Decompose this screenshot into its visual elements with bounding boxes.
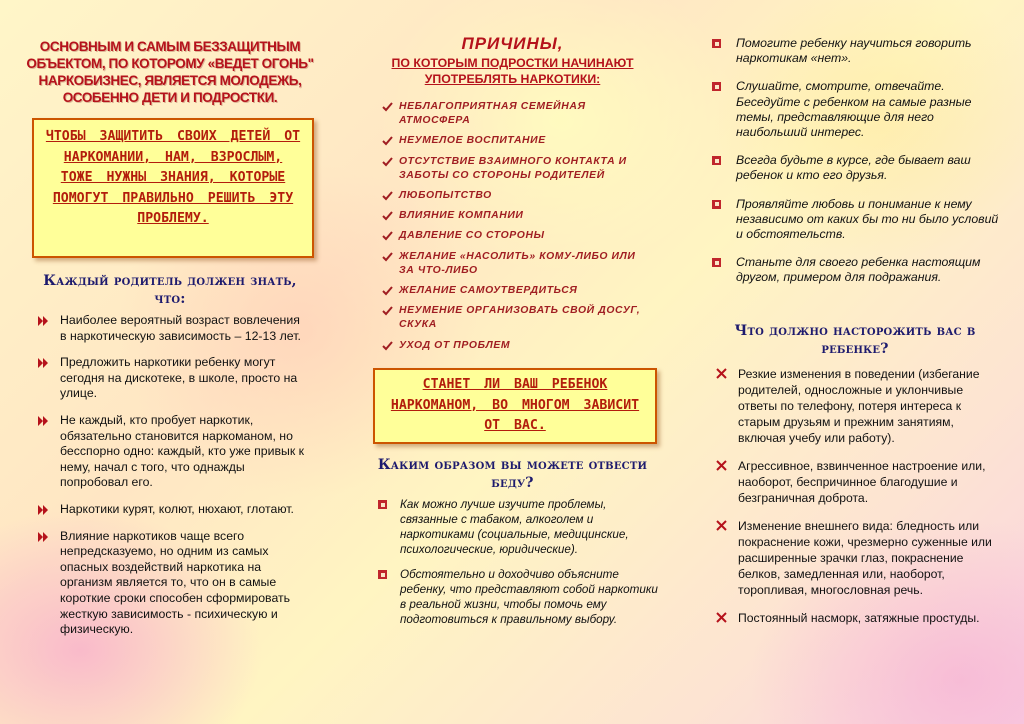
- cross-icon: [716, 612, 727, 623]
- parent-facts-list: [38, 313, 308, 649]
- check-icon: [382, 285, 393, 296]
- list-item: Влияние наркотиков чаще всего непредсказуемо, но одним из самых опасных воздействий наркотика на организм является то, что он в самые короткие сроки способен сформировать жесткую зависимость - психическую и физическую.: [38, 529, 308, 638]
- list-item: Наиболее вероятный возраст вовлечения в наркотическую зависимость – 12-13 лет.: [38, 313, 308, 344]
- check-icon: [382, 135, 393, 146]
- list-item: Всегда будьте в курсе, где бывает ваш ребенок и кто его друзья.: [712, 153, 1002, 183]
- check-icon: [382, 251, 393, 262]
- double-arrow-icon: [38, 505, 49, 515]
- list-item: ЖЕЛАНИЕ САМОУТВЕРДИТЬСЯ: [382, 284, 650, 298]
- check-icon: [382, 101, 393, 112]
- reasons-list: [382, 100, 650, 359]
- double-arrow-icon: [38, 316, 49, 326]
- parent-tips-list: [712, 36, 1002, 299]
- reasons-title: ПРИЧИНЫ,: [461, 34, 564, 53]
- check-icon: [382, 190, 393, 201]
- list-item: Слушайте, смотрите, отвечайте. Беседуйте с ребенком на самые разные темы, представляющие для него наибольший интерес.: [712, 79, 1002, 140]
- highlight-box-text: СТАНЕТ ЛИ ВАШ РЕБЕНОК НАРКОМАНОМ, ВО МНОГОМ ЗАВИСИТ ОТ ВАС.: [390, 377, 640, 433]
- highlight-box-depends: [373, 368, 657, 444]
- highlight-box-protect: [32, 118, 314, 258]
- list-item: Как можно лучше изучите проблемы, связанные с табаком, алкоголем и наркотиками (социальные, медицинские, психологические, юридические).: [378, 497, 660, 557]
- list-item: ОТСУТСТВИЕ ВЗАИМНОГО КОНТАКТА И ЗАБОТЫ СО СТОРОНЫ РОДИТЕЛЕЙ: [382, 155, 650, 183]
- list-item: Помогите ребенку научиться говорить наркотикам «нет».: [712, 36, 1002, 66]
- check-icon: [382, 156, 393, 167]
- list-item: НЕБЛАГОПРИЯТНАЯ СЕМЕЙНАЯ АТМОСФЕРА: [382, 100, 650, 128]
- check-icon: [382, 340, 393, 351]
- list-item: ДАВЛЕНИЕ СО СТОРОНЫ: [382, 229, 650, 243]
- list-item: Станьте для своего ребенка настоящим другом, примером для подражания.: [712, 255, 1002, 285]
- square-bullet-icon: [712, 156, 721, 165]
- list-item: НЕУМЕНИЕ ОРГАНИЗОВАТЬ СВОЙ ДОСУГ, СКУКА: [382, 304, 650, 332]
- list-item: Наркотики курят, колют, нюхают, глотают.: [38, 502, 308, 518]
- square-bullet-icon: [712, 258, 721, 267]
- double-arrow-icon: [38, 532, 49, 542]
- list-item: Предложить наркотики ребенку могут сегодня на дискотеке, в школе, просто на улице.: [38, 355, 308, 402]
- check-icon: [382, 305, 393, 316]
- reasons-subtitle: ПО КОТОРЫМ ПОДРОСТКИ НАЧИНАЮТ УПОТРЕБЛЯТЬ НАРКОТИКИ:: [391, 56, 634, 86]
- square-bullet-icon: [712, 39, 721, 48]
- list-item: ЛЮБОПЫТСТВО: [382, 189, 650, 203]
- list-item: Не каждый, кто пробует наркотик, обязательно становится наркоманом, но бесспорно одно: каждый, кто уже привык к нему, начал с того, что однажды попробовал его.: [38, 413, 308, 491]
- prevent-heading: Каким образом вы можете отвести беду?: [377, 457, 648, 491]
- list-item: ЖЕЛАНИЕ «НАСОЛИТЬ» КОМУ-ЛИБО ИЛИ ЗА ЧТО-ЛИБО: [382, 250, 650, 278]
- prevent-tips-list: [378, 497, 660, 637]
- list-item: Агрессивное, взвинченное настроение или, наоборот, беспричинное благодушие и безграничная доброта.: [716, 458, 1000, 506]
- square-bullet-icon: [712, 82, 721, 91]
- square-bullet-icon: [378, 500, 387, 509]
- cross-icon: [716, 460, 727, 471]
- list-item: ВЛИЯНИЕ КОМПАНИИ: [382, 209, 650, 223]
- list-item: Резкие изменения в поведении (избегание родителей, односложные и уклончивые ответы по телефону, потеря интереса к старым друзьям и прежним занятиям, включая учебу или работу).: [716, 366, 1000, 446]
- square-bullet-icon: [378, 570, 387, 579]
- check-icon: [382, 230, 393, 241]
- list-item: Постоянный насморк, затяжные простуды.: [716, 610, 1000, 626]
- warning-heading: Что должно насторожить вас в ребенке?: [734, 323, 976, 357]
- double-arrow-icon: [38, 416, 49, 426]
- list-item: Проявляйте любовь и понимание к нему независимо от каких бы то ни было условий и обстоятельств.: [712, 197, 1002, 243]
- intro-text: ОСНОВНЫМ И САМЫМ БЕЗЗАЩИТНЫМ ОБЪЕКТОМ, ПО КОТОРОМУ «ВЕДЕТ ОГОНЬ" НАРКОБИЗНЕС, ЯВЛЯЕТСЯ МОЛОДЕЖЬ, ОСОБЕННО ДЕТИ И ПОДРОСТКИ.: [26, 39, 314, 105]
- cross-icon: [716, 368, 727, 379]
- parent-heading: Каждый родитель должен знать, что:: [43, 273, 297, 307]
- list-item: Обстоятельно и доходчиво объясните ребенку, что представляют собой наркотики в реальной жизни, чтобы помочь ему подготовиться к правильному выбору.: [378, 567, 660, 627]
- check-icon: [382, 210, 393, 221]
- highlight-box-text: ЧТОБЫ ЗАЩИТИТЬ СВОИХ ДЕТЕЙ ОТ НАРКОМАНИИ, НАМ, ВЗРОСЛЫМ, ТОЖЕ НУЖНЫ ЗНАНИЯ, КОТОРЫЕ ПОМОГУТ ПРАВИЛЬНО РЕШИТЬ ЭТУ ПРОБЛЕМУ.: [45, 129, 301, 226]
- double-arrow-icon: [38, 358, 49, 368]
- list-item: Изменение внешнего вида: бледность или покраснение кожи, чрезмерно суженные или расширенные зрачки глаз, покраснение белков, замедленная или, наоборот, торопливая, многословная речь.: [716, 518, 1000, 598]
- warning-signs-list: [716, 366, 1000, 638]
- list-item: УХОД ОТ ПРОБЛЕМ: [382, 339, 650, 353]
- square-bullet-icon: [712, 200, 721, 209]
- cross-icon: [716, 520, 727, 531]
- list-item: НЕУМЕЛОЕ ВОСПИТАНИЕ: [382, 134, 650, 148]
